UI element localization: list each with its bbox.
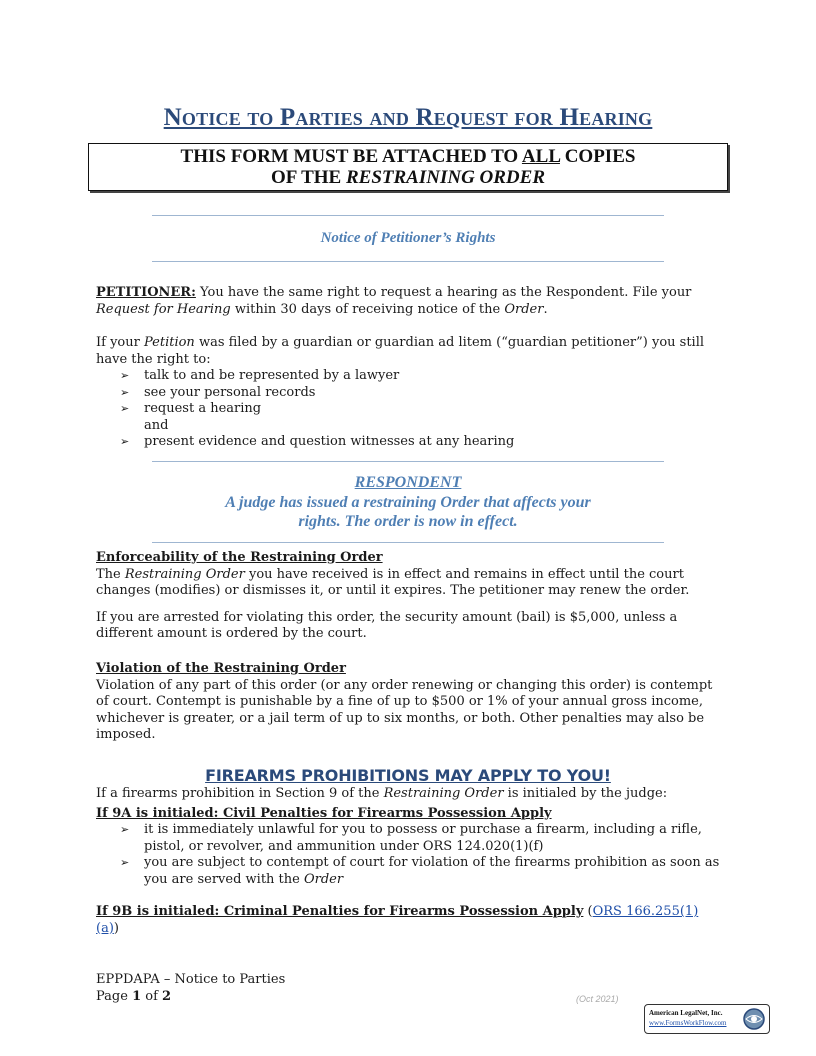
petitioner-rights-heading: Notice of Petitioner’s Rights	[320, 230, 496, 246]
violation-heading: Violation of the Restraining Order	[96, 661, 346, 676]
divider	[152, 215, 664, 216]
arrow-bullet-icon: ➢	[120, 823, 130, 836]
list-item: ➢ it is immediately unlawful for you to possess or purchase a firearm, including a rifle, pistol, or revolver, and ammunition under ORS 124.020(1)(f)	[120, 822, 702, 854]
criminal-penalties-heading: If 9B is initialed: Criminal Penalties for Firearms Possession Apply	[96, 904, 584, 919]
bail-paragraph: If you are arrested for violating this order, the security amount (bail) is $5,000, unless a different amount is ordered by the court.	[96, 609, 678, 641]
ors-statute-link[interactable]: ORS 166.255(1)(a)	[96, 904, 699, 936]
petitioner-label: PETITIONER:	[96, 285, 196, 300]
firearms-heading: FIREARMS PROHIBITIONS MAY APPLY TO YOU!	[205, 766, 611, 785]
guardian-paragraph: If your Petition was filed by a guardian or guardian ad litem (“guardian petitioner”) you still have the right to:	[96, 335, 705, 367]
list-item: ➢ present evidence and question witnesses at any hearing	[120, 434, 515, 449]
rights-list	[96, 368, 720, 451]
arrow-bullet-icon: ➢	[120, 385, 130, 399]
list-item: ➢ see your personal records	[120, 384, 316, 400]
firearms-intro: If a firearms prohibition in Section 9 of the Restraining Order is initialed by the judge:	[96, 786, 668, 801]
enforceability-heading: Enforceability of the Restraining Order	[96, 550, 383, 565]
divider	[152, 261, 664, 262]
enforceability-section	[96, 550, 720, 643]
list-item: ➢ you are subject to contempt of court for violation of the firearms prohibition as soon as you are served with the Order	[120, 855, 720, 887]
criminal-penalties-line: If 9B is initialed: Criminal Penalties for Firearms Possession Apply (ORS 166.255(1)(a))	[96, 904, 699, 936]
form-name: EPPDAPA – Notice to Parties	[96, 972, 286, 987]
civil-penalties-heading: If 9A is initialed: Civil Penalties for Firearms Possession Apply	[96, 805, 552, 821]
divider	[152, 461, 664, 462]
notice-line-2: OF THE RESTRAINING ORDER	[271, 167, 545, 188]
attachment-notice-box	[88, 143, 728, 191]
list-item: ➢ request a hearing	[120, 401, 262, 416]
list-connector: and	[144, 417, 169, 433]
arrow-bullet-icon: ➢	[120, 402, 130, 415]
divider	[152, 542, 664, 543]
firearms-section	[96, 786, 720, 937]
petitioner-section	[96, 285, 720, 451]
respondent-subheading: A judge has issued a restraining Order that affects your rights. The order is now in effect.	[225, 494, 591, 530]
arrow-bullet-icon: ➢	[120, 369, 130, 382]
page-number: Page 1 of 2	[96, 988, 172, 1004]
notice-line-1: THIS FORM MUST BE ATTACHED TO ALL COPIES	[180, 146, 636, 167]
enforceability-paragraph: The Restraining Order you have received is in effect and remains in effect until the court changes (modifies) or dismisses it, or until it expires. The petitioner may renew the order.	[96, 566, 690, 598]
respondent-heading: RESPONDENT	[354, 474, 462, 491]
globe-icon	[742, 1007, 766, 1031]
arrow-bullet-icon: ➢	[120, 435, 130, 448]
petitioner-paragraph: PETITIONER: You have the same right to request a hearing as the Respondent. File your Request for Hearing within 30 days of receiving notice of the Order.	[96, 285, 692, 317]
violation-paragraph: Violation of any part of this order (or any order renewing or changing this order) is contempt of court. Contempt is punishable by a fine of up to $500 or 1% of your annual gross income, whichever is greater, or a jail term of up to six months, or both. Other penalties may also be imposed.	[96, 677, 713, 742]
civil-penalties-list	[96, 822, 720, 888]
footer	[96, 972, 396, 1005]
list-item: ➢ talk to and be represented by a lawyer	[120, 368, 400, 383]
page-title: Notice to Parties and Request for Hearing	[163, 104, 653, 131]
revision-date: (Oct 2021)	[576, 994, 619, 1004]
vendor-logo: American LegalNet, Inc. www.FormsWorkFlow.com	[644, 1004, 770, 1034]
violation-section	[96, 661, 720, 744]
arrow-bullet-icon: ➢	[120, 856, 130, 869]
